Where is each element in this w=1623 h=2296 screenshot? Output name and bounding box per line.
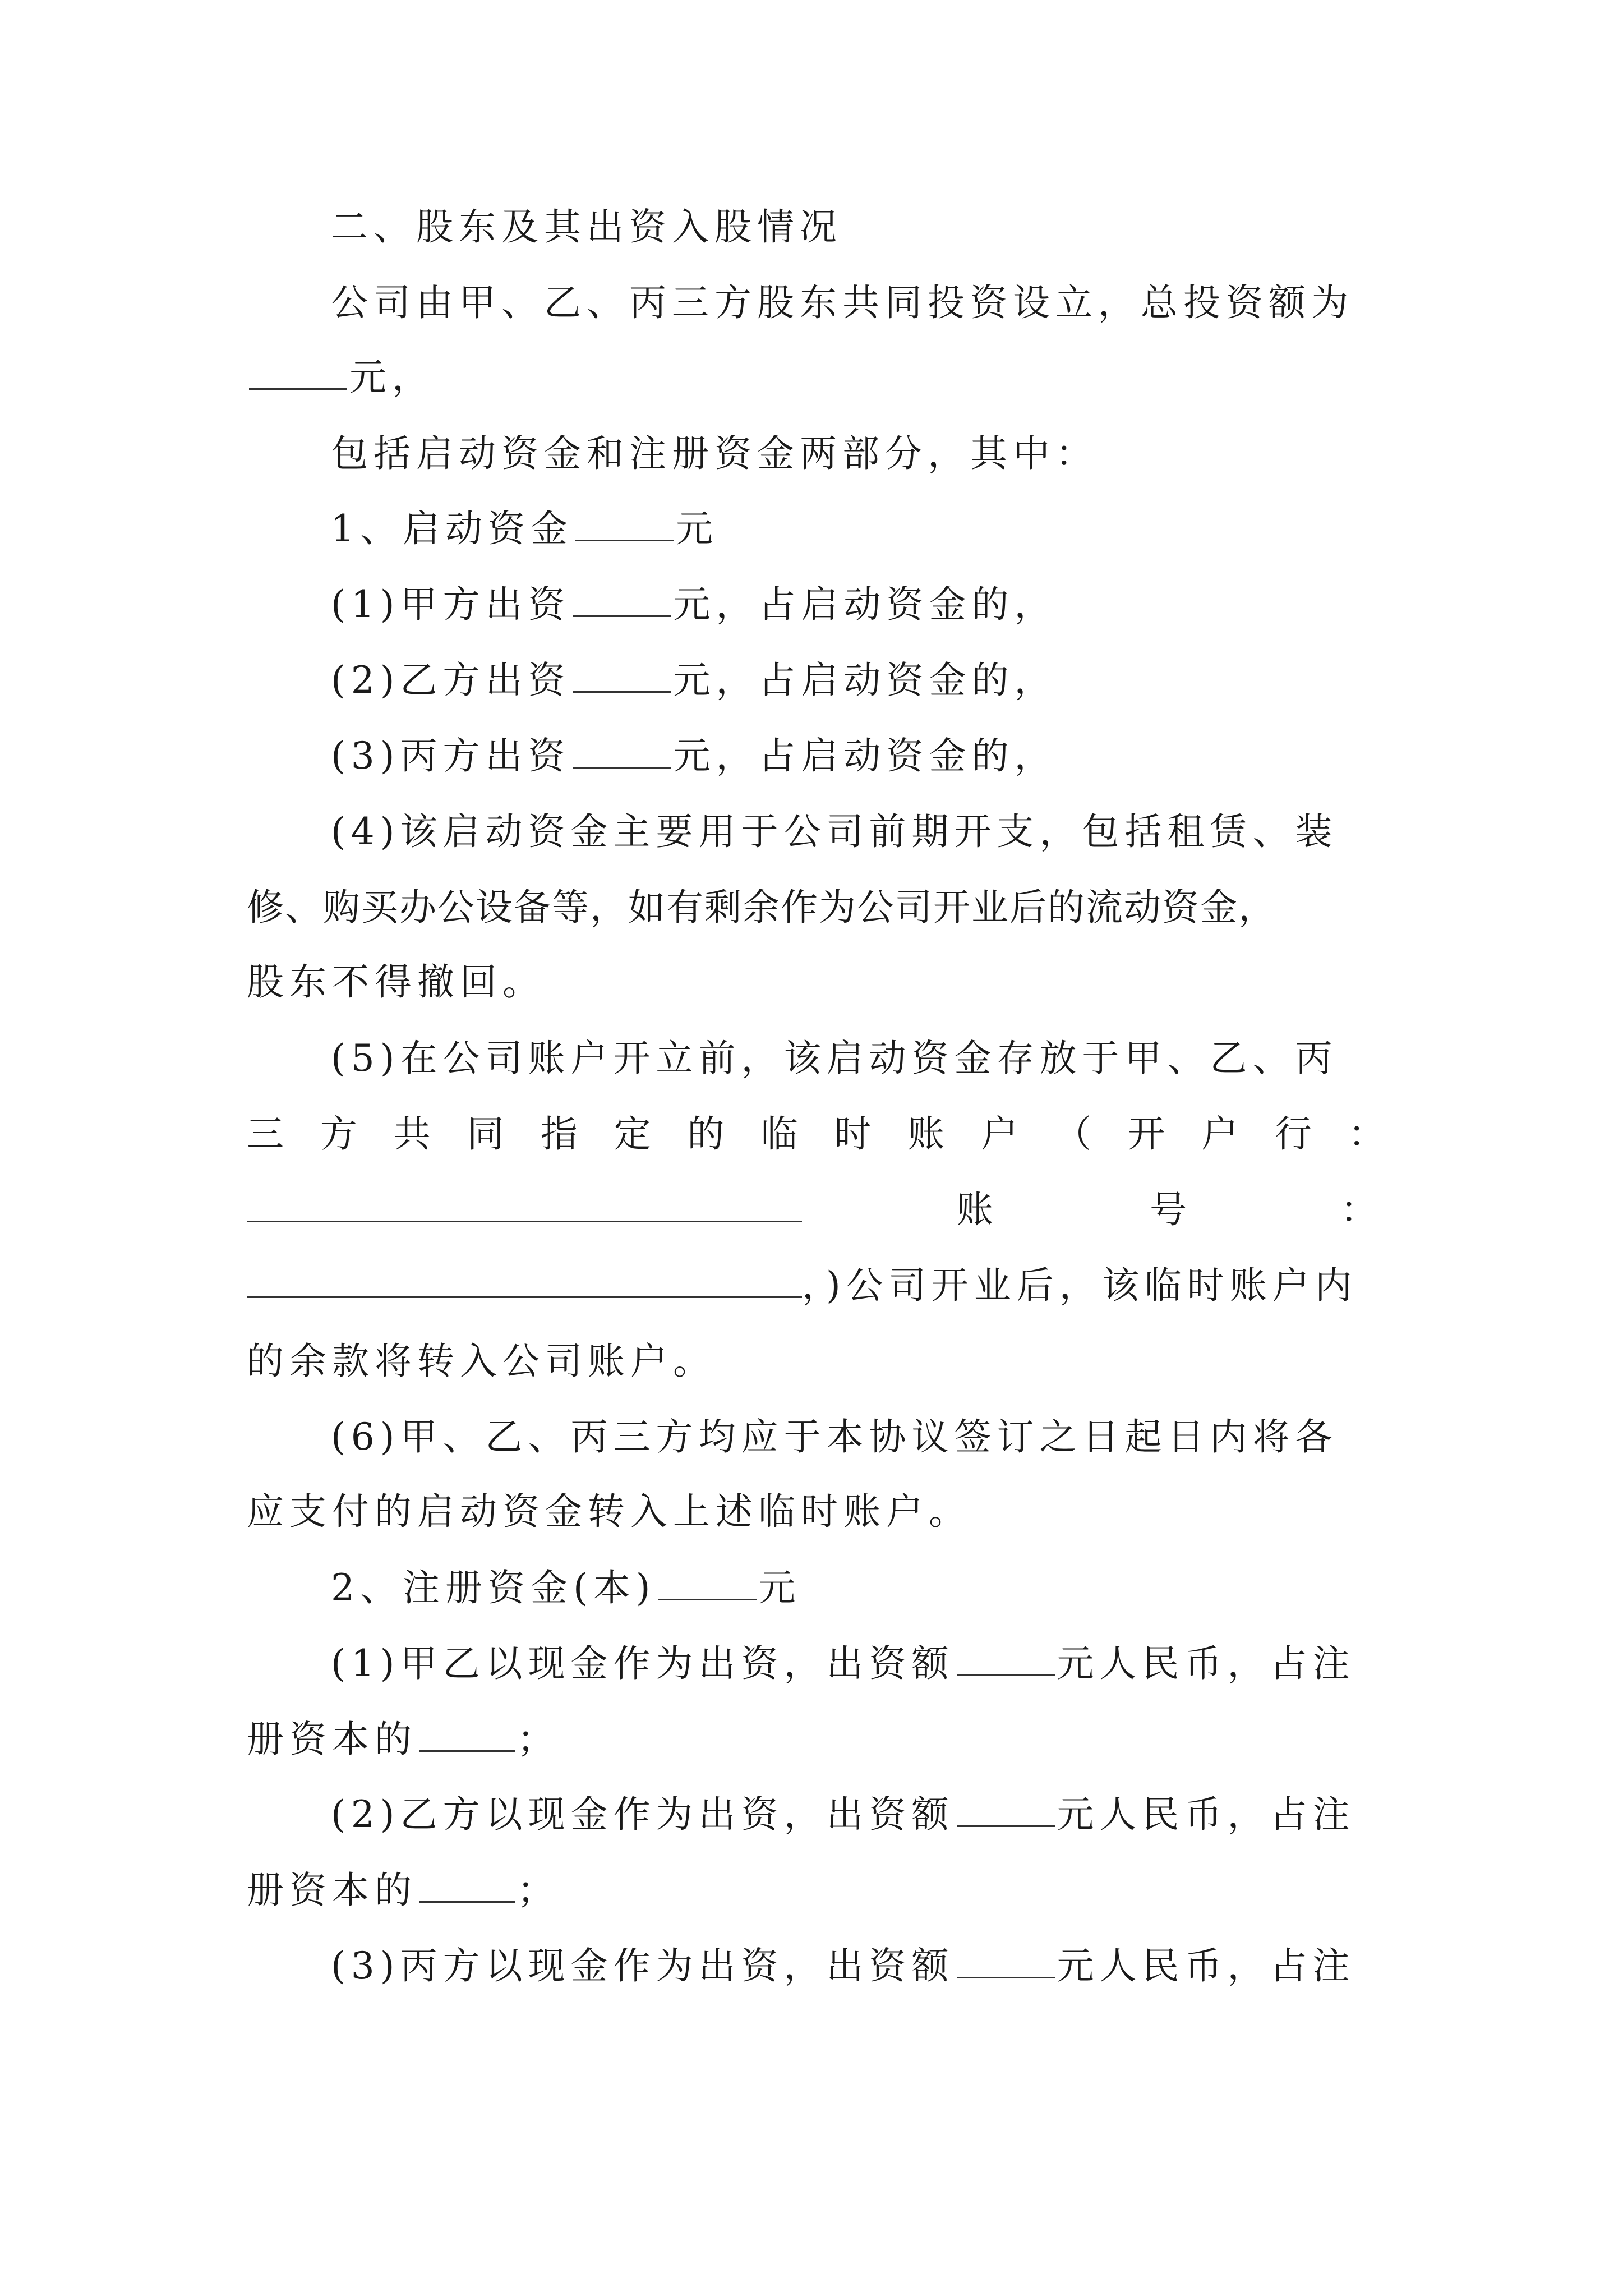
text: (2)乙方以现金作为出资，出资额: [331, 1793, 955, 1836]
list-item: [247, 504, 1385, 554]
char: 共: [393, 1112, 431, 1156]
char: 户: [981, 1112, 1018, 1156]
text: 元，占启动资金的，: [673, 659, 1057, 702]
text: 元: [758, 1566, 801, 1609]
list-item: [247, 1639, 1385, 1689]
char: 三: [247, 1112, 284, 1156]
text: 应支付的启动资金转入上述临时账户。: [247, 1490, 971, 1533]
justified-line: [247, 1185, 1385, 1235]
text: 元，占启动资金的，: [673, 734, 1057, 777]
text: 2、注册资金(本): [331, 1566, 656, 1609]
char: 账: [956, 1188, 999, 1231]
list-item: [247, 579, 1385, 630]
paragraph-line: [247, 1260, 1385, 1311]
text: 二、股东及其出资入股情况: [331, 205, 842, 249]
char: 同: [467, 1112, 504, 1156]
text: (5)在公司账户开立前，该启动资金存放于甲、乙、丙: [331, 1037, 1338, 1080]
list-item: [247, 655, 1385, 706]
text: 册资本的: [247, 1718, 417, 1761]
char: 号: [1150, 1188, 1192, 1231]
char: 开: [1128, 1112, 1165, 1156]
text: 元，占启动资金的，: [673, 583, 1057, 626]
paragraph-line: [247, 278, 1385, 328]
fill-blank: [573, 656, 671, 693]
fill-blank: [419, 1866, 515, 1903]
text: 元，: [349, 356, 435, 399]
paragraph-line: [247, 957, 1385, 1007]
fill-blank: [957, 1640, 1055, 1676]
justified-line: [247, 1109, 1385, 1159]
fill-blank: [957, 1791, 1055, 1827]
fill-blank: [575, 505, 674, 541]
fill-blank: [658, 1564, 757, 1600]
fill-blank: [249, 353, 347, 390]
paragraph-line: [247, 807, 1385, 857]
char: 方: [320, 1112, 357, 1156]
char: 临: [760, 1112, 798, 1156]
char: 定: [614, 1112, 651, 1156]
text: 包括启动资金和注册资金两部分，其中：: [331, 432, 1098, 475]
text: 修、购买办公设备等，如有剩余作为公司开业后的流动资金，: [247, 886, 1276, 929]
char: 账: [907, 1112, 945, 1156]
text: (2)乙方出资: [331, 659, 571, 702]
text: 元人民币，占注: [1057, 1944, 1355, 1987]
fill-blank-account: [247, 1262, 802, 1298]
list-item: [247, 731, 1385, 781]
char: 行: [1274, 1112, 1312, 1156]
text: (1)甲乙以现金作为出资，出资额: [331, 1642, 955, 1685]
list-item: [247, 1941, 1385, 1991]
text: ；: [517, 1718, 560, 1761]
fill-blank: [419, 1715, 515, 1752]
text: 公司由甲、乙、丙三方股东共同投资设立，总投资额为: [331, 281, 1354, 324]
text: 元人民币，占注: [1057, 1642, 1355, 1685]
text: (1)甲方出资: [331, 583, 571, 626]
char: 户: [1201, 1112, 1238, 1156]
fill-blank: [573, 581, 671, 617]
list-item: [247, 1563, 1385, 1613]
char: ：: [1348, 1112, 1385, 1156]
paragraph-line: [247, 1033, 1385, 1084]
paragraph-line: [247, 1865, 1385, 1916]
list-item: [247, 1789, 1385, 1840]
paragraph-line: [247, 352, 1385, 403]
char: 的: [687, 1112, 725, 1156]
text: 册资本的: [247, 1869, 417, 1912]
fill-blank: [573, 732, 671, 769]
text: (6)甲、乙、丙三方均应于本协议签订之日起日内将各: [331, 1415, 1338, 1458]
char: ：: [1340, 1188, 1383, 1231]
fill-blank-bank: [247, 1186, 802, 1222]
text: 元: [676, 507, 718, 550]
paragraph-line: [247, 1714, 1385, 1765]
fill-blank: [957, 1942, 1055, 1978]
text: (3)丙方出资: [331, 734, 571, 777]
text: ，)公司开业后，该临时账户内: [802, 1264, 1358, 1307]
section-heading: [247, 202, 1385, 252]
paragraph-line: [247, 1412, 1385, 1462]
char: 指: [540, 1112, 578, 1156]
text: 元人民币，占注: [1057, 1793, 1355, 1836]
paragraph-line: [247, 882, 1385, 933]
text: ；: [517, 1869, 560, 1912]
text: (3)丙方以现金作为出资，出资额: [331, 1944, 955, 1987]
paragraph-line: [247, 429, 1385, 479]
text: 1、启动资金: [331, 507, 573, 550]
text: (4)该启动资金主要用于公司前期开支，包括租赁、装: [331, 810, 1338, 853]
text: 股东不得撤回。: [247, 960, 545, 1004]
text: 的余款将转入公司账户。: [247, 1340, 716, 1383]
paragraph-line: [247, 1487, 1385, 1537]
char: 时: [834, 1112, 872, 1156]
char: （: [1054, 1112, 1092, 1156]
paragraph-line: [247, 1336, 1385, 1387]
